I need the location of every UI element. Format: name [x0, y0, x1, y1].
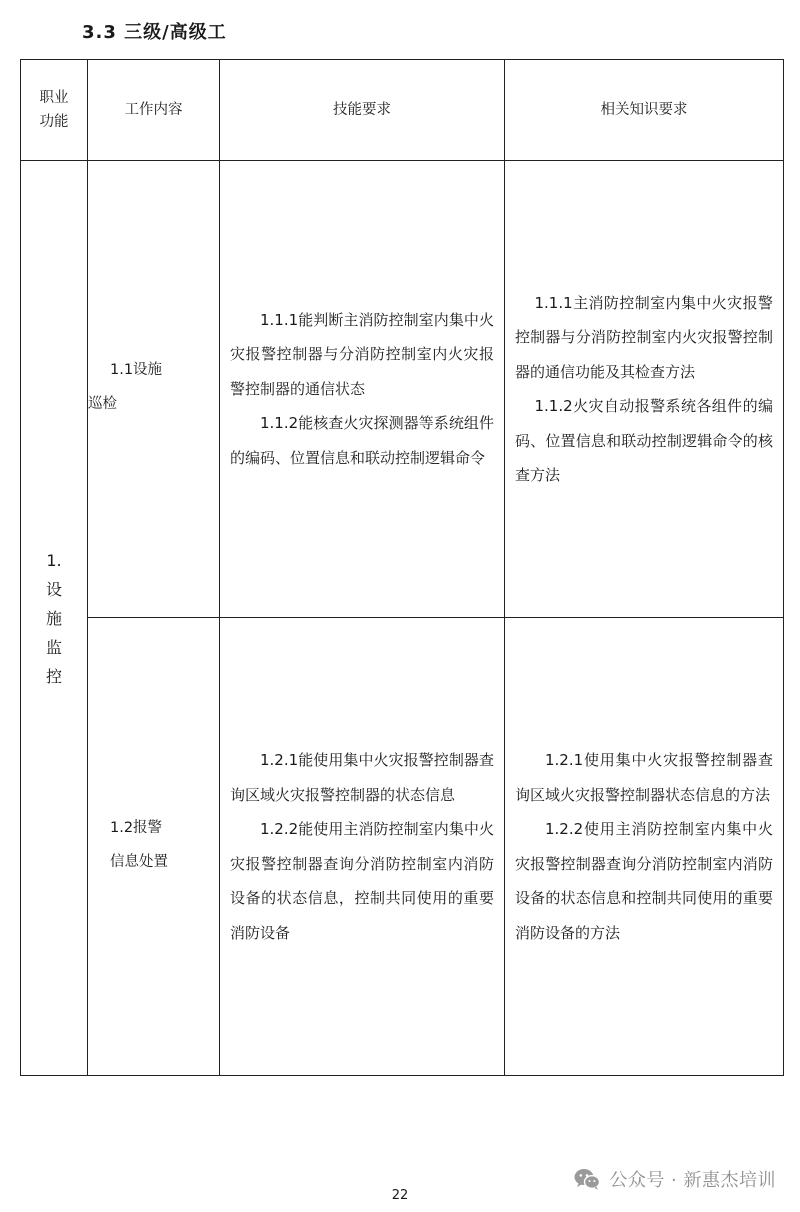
- knowledge-item: 1.2.2使用主消防控制室内集中火灾报警控制器查询分消防控制室内消防设备的状态信息和控制共同使用的重要消防设备的方法: [515, 820, 773, 942]
- work-content-cell: [88, 618, 220, 1076]
- table-header-row: [21, 60, 784, 161]
- table-row: [21, 161, 784, 618]
- skill-item: 1.1.2能核查火灾探测器等系统组件的编码、位置信息和联动控制逻辑命令: [230, 414, 494, 467]
- header-knowledge-requirements: 相关知识要求: [505, 60, 784, 161]
- header-function-label: 职业 功能: [39, 90, 69, 130]
- work-content-cell: [88, 161, 220, 618]
- skill-standard-table: [20, 59, 784, 1076]
- watermark-text: 公众号 · 新惠杰培训: [609, 1170, 776, 1191]
- skill-item: 1.2.2能使用主消防控制室内集中火灾报警控制器查询分消防控制室内消防设备的状态信息，控制共同使用的重要消防设备: [230, 820, 494, 942]
- skill-cell: [220, 161, 505, 618]
- knowledge-item: 1.1.1主消防控制室内集中火灾报警控制器与分消防控制室内火灾报警控制器的通信功能及其检查方法: [515, 293, 773, 381]
- work-content-line: 1.1设施: [110, 362, 163, 378]
- knowledge-cell: [505, 161, 784, 618]
- section-title: 3.3 三级/高级工: [82, 22, 227, 43]
- header-function: [21, 60, 88, 161]
- work-content-line: 巡检: [88, 396, 117, 412]
- table-row: [21, 618, 784, 1076]
- knowledge-cell: [505, 618, 784, 1076]
- skill-item: 1.2.1能使用集中火灾报警控制器查询区域火灾报警控制器的状态信息: [230, 751, 494, 804]
- page-number: 22: [391, 1188, 409, 1203]
- function-cell: [21, 161, 88, 1076]
- skill-cell: [220, 618, 505, 1076]
- knowledge-item: 1.2.1使用集中火灾报警控制器查询区域火灾报警控制器状态信息的方法: [515, 751, 773, 804]
- skill-item: 1.1.1能判断主消防控制室内集中火灾报警控制器与分消防控制室内火灾报警控制器的通信状态: [230, 310, 494, 398]
- work-content-line: 信息处置: [110, 853, 168, 870]
- work-content-line: 1.2报警: [110, 819, 163, 836]
- function-label: 1. 设施监控: [45, 550, 62, 686]
- header-work-content: 工作内容: [88, 60, 220, 161]
- header-skill-requirements: 技能要求: [220, 60, 505, 161]
- knowledge-item: 1.1.2火灾自动报警系统各组件的编码、位置信息和联动控制逻辑命令的核查方法: [515, 397, 773, 484]
